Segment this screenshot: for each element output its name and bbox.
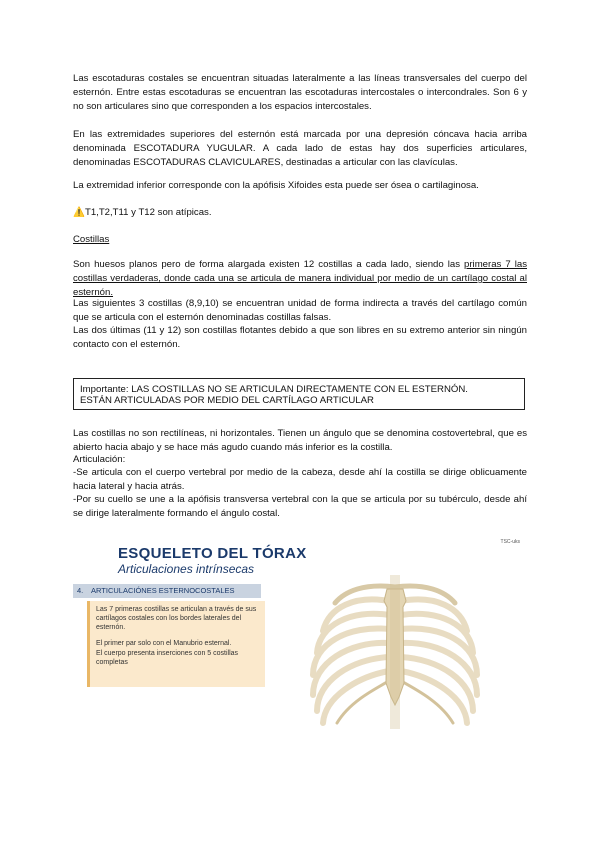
slide-section-label: ARTICULACIÓNES ESTERNOCOSTALES — [91, 586, 235, 595]
thorax-slide-image — [73, 535, 528, 735]
paragraph-angulo-costovertebral: Las costillas no son rectilíneas, ni horizontales. Tienen un ángulo que se denomina costovertebral, que es abierto hacia abajo y se hace más agudo cuando más inferior es la costilla. — [73, 428, 527, 453]
slide-panel-text-1: Las 7 primeras costillas se articulan a través de sus cartílagos costales con los bordes laterales del esternón. — [96, 606, 257, 631]
paragraph-costillas-flotantes: Las dos últimas (11 y 12) son costillas flotantes debido a que son libres en su extremo anterior sin ningún contacto con el esternón. — [73, 325, 527, 350]
slide-section-bar — [73, 584, 261, 598]
slide-subtitle: Articulaciones intrínsecas — [118, 562, 255, 576]
paragraph-escotaduras-costales: Las escotaduras costales se encuentran situadas lateralmente a las líneas transversales del cuerpo del esternón. Entre estas escotaduras se encuentran las escotaduras intercostales o intercondrales. Son 6 y no son articulares sino que corresponden a los espacios intercostales. — [73, 73, 527, 112]
paragraph-costillas-falsas: Las siguientes 3 costillas (8,9,10) se encuentran unidad de forma indirecta a través del cartílago común que se articula con el esternón denominadas costillas falsas. — [73, 298, 527, 323]
warning-icon: ⚠️ — [73, 207, 85, 218]
important-line-1: Importante: LAS COSTILLAS NO SE ARTICULAN DIRECTAMENTE CON EL ESTERNÓN. — [80, 384, 468, 395]
articulacion-label: Articulación: — [73, 454, 126, 465]
paragraph-articulacion-cuello: -Por su cuello se une a la apófisis transversa vertebral con la que se articula por su tubérculo, desde ahí se dirige lateralmente formando el ángulo costal. — [73, 494, 527, 519]
rib-cage-illustration — [305, 573, 485, 733]
paragraph-apofisis-xifoides: La extremidad inferior corresponde con la apófisis Xifoides esta puede ser ósea o cartilaginosa. — [73, 180, 479, 191]
important-box — [73, 378, 525, 410]
paragraph-articulacion-cabeza: -Se articula con el cuerpo vertebral por medio de la cabeza, desde ahí la costilla se dirige oblicuamente hacia lateral y hacia atrás. — [73, 467, 527, 492]
paragraph-costillas-verdaderas — [73, 258, 527, 300]
warning-text: T1,T2,T11 y T12 son atípicas. — [84, 207, 212, 218]
slide-section-number: 4. — [77, 586, 84, 595]
costillas-intro-text: Son huesos planos pero de forma alargada existen 12 costillas a cada lado, siendo las — [73, 259, 465, 270]
heading-costillas: Costillas — [73, 234, 110, 245]
important-line-2: ESTÁN ARTICULADAS POR MEDIO DEL CARTÍLAGO ARTICULAR — [80, 395, 374, 406]
slide-text-panel — [87, 601, 265, 687]
spine-shadow — [390, 575, 400, 729]
slide-panel-text-3: El cuerpo presenta inserciones con 5 costillas completas — [96, 650, 239, 666]
slide-code: TSC-uks — [500, 539, 520, 545]
paragraph-escotadura-yugular: En las extremidades superiores del esternón está marcada por una depresión cóncava hacia arriba denominada ESCOTADURA YUGULAR. A cada lado de estas hay dos superficies articulares, denominadas ESCOTADURAS CLAVICULARES, destinadas a articular con las clavículas. — [73, 129, 527, 168]
slide-title: ESQUELETO DEL TÓRAX — [118, 545, 307, 562]
slide-panel-text-2: El primer par solo con el Manubrio esternal. — [96, 640, 232, 647]
warning-note — [73, 206, 527, 220]
costillas-verdaderas-underlined: primeras 7 las costillas verdaderas, donde cada una se articula de manera individual por medio de un cartílago costal al esternón. — [73, 259, 527, 298]
